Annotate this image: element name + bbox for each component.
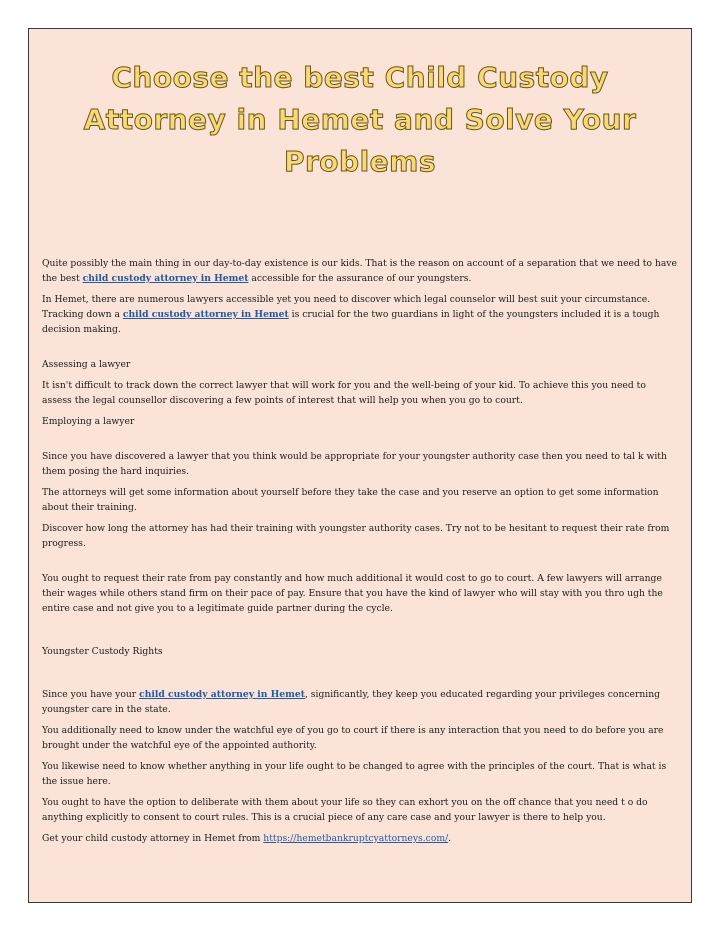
title-line: Problems <box>283 145 437 178</box>
child-custody-attorney-link[interactable]: child custody attorney in Hemet <box>139 689 305 700</box>
paragraph-assessing: It isn't difficult to track down the correct lawyer that will work for you and the well-being of your kid. To achieve this you need to assess the legal counsellor discovering a few points of interest that will help you when you go to court. <box>42 380 646 406</box>
article-body <box>42 256 678 852</box>
section-heading-assessing: Assessing a lawyer <box>42 359 131 370</box>
page-title <box>29 57 691 183</box>
paragraph-closing: Get your child custody attorney in Hemet from https://hemetbankruptcyattorneys.com/. <box>42 833 452 844</box>
paragraph-hemet-lawyers: In Hemet, there are numerous lawyers accessible yet you need to discover which legal counselor will best suit your circumstance. Tracking down a child custody attorney in Hemet is crucial for the two guardians in light of the youngsters included it is a tough decision making. <box>42 294 660 335</box>
paragraph-rights-2: You additionally need to know under the watchful eye of you go to court if there is any interaction that you need to do before you are brought under the watchful eye of the appointed authority. <box>42 725 664 751</box>
paragraph-rights-3: You likewise need to know whether anything in your life ought to be changed to agree with the principles of the court. That is what is the issue here. <box>42 761 667 787</box>
section-heading-rights: Youngster Custody Rights <box>42 646 163 657</box>
paragraph-rights-4: You ought to have the option to deliberate with them about your life so they can exhort you on the off chance that you need t o do anything explicitly to consent to court rules. This is a crucial piece of any care case and your lawyer is there to help you. <box>42 797 648 823</box>
paragraph-employing-1: Since you have discovered a lawyer that you think would be appropriate for your youngster authority case then you need to tal k with them posing the hard inquiries. <box>42 451 667 477</box>
document-page <box>28 28 692 903</box>
website-url-link[interactable]: https://hemetbankruptcyattorneys.com/ <box>263 833 449 844</box>
title-line: Attorney in Hemet and Solve Your <box>83 103 637 136</box>
child-custody-attorney-link[interactable]: child custody attorney in Hemet <box>122 309 289 320</box>
section-heading-employing: Employing a lawyer <box>42 416 135 427</box>
title-line: Choose the best Child Custody <box>111 61 609 94</box>
paragraph-intro: Quite possibly the main thing in our day-to-day existence is our kids. That is the reason on account of a separation that we need to have the best child custody attorney in Hemet accessible for the assurance of our youngsters. <box>42 258 677 284</box>
paragraph-employing-3: Discover how long the attorney has had their training with youngster authority cases. Try not to be hesitant to request their rate from progress. <box>42 523 670 549</box>
child-custody-attorney-link[interactable]: child custody attorney in Hemet <box>82 273 249 284</box>
paragraph-employing-2: The attorneys will get some information about yourself before they take the case and you reserve an option to get some information about their training. <box>42 487 659 513</box>
paragraph-rights-1: Since you have your child custody attorney in Hemet, significantly, they keep you educated regarding your privileges concerning youngster care in the state. <box>42 689 661 715</box>
paragraph-employing-4: You ought to request their rate from pay constantly and how much additional it would cost to go to court. A few lawyers will arrange their wages while others stand firm on their pace of pay. Ensure that you have the kind of lawyer who will stay with you thro ugh the entire case and not give you to a legitimate guide partner during the cycle. <box>42 573 663 614</box>
